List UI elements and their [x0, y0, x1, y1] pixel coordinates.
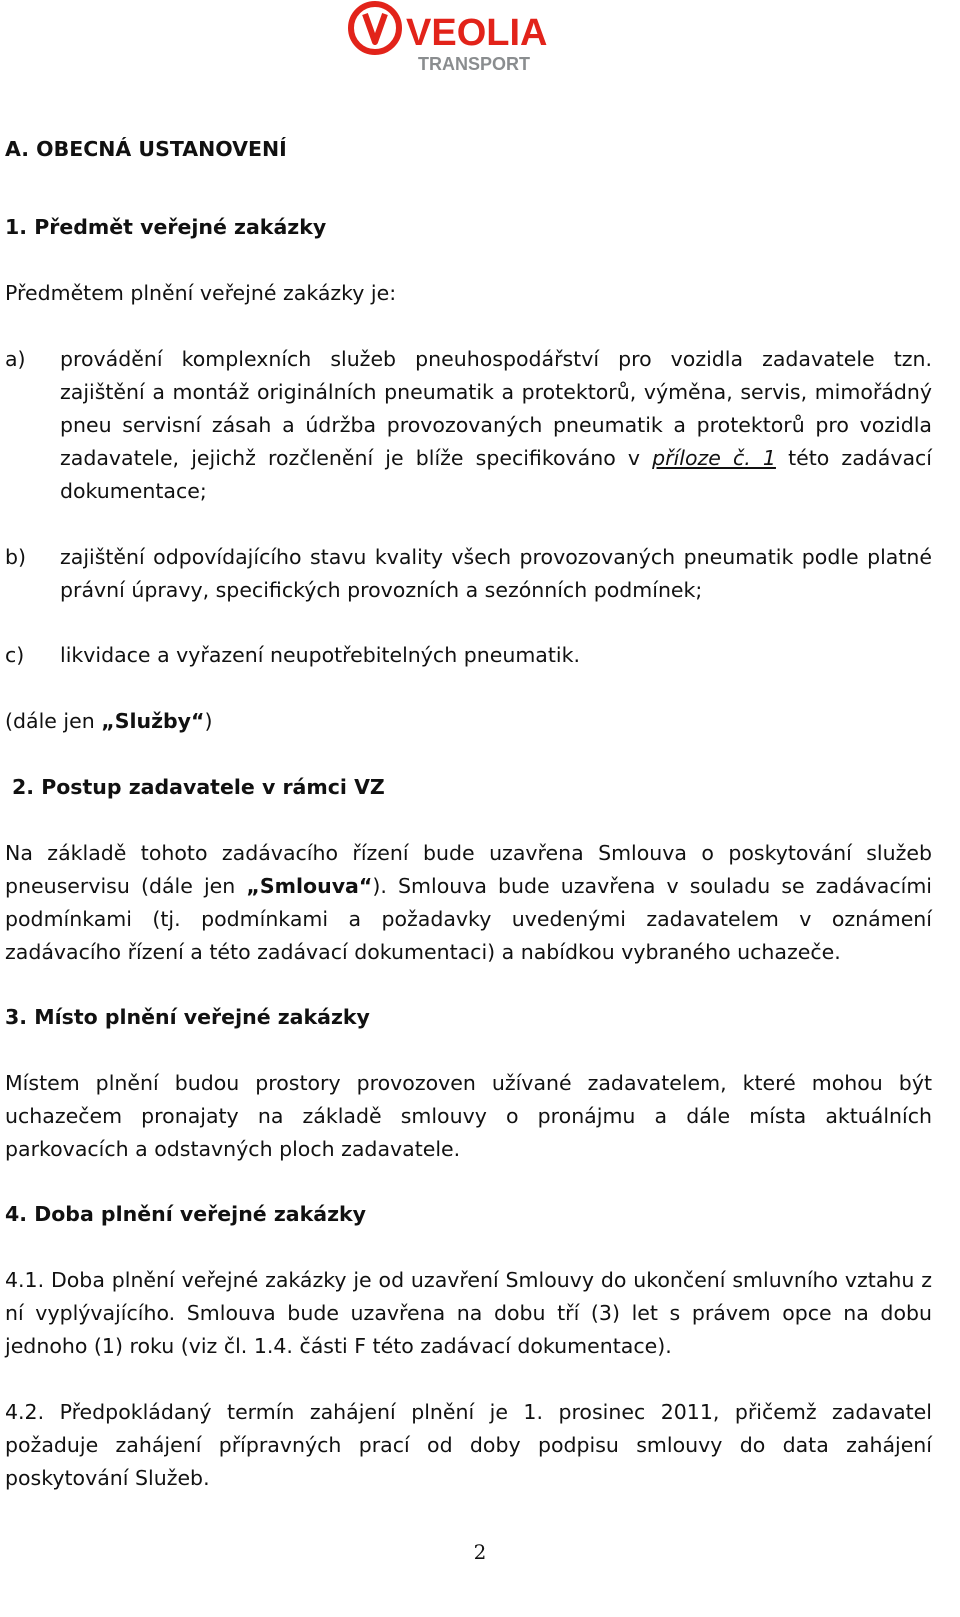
section-4-paragraph-1: 4.1. Doba plnění veřejné zakázky je od uzavření Smlouvy do ukončení smluvního vztahu z ní vyplývajícího. Smlouva bude uzavřena na dobu tří (3) let s právem opce na dobu jednoho (1) roku (viz čl. 1.4. části F této zadávací dokumentace).	[5, 1268, 932, 1358]
section-1-intro: Předmětem plnění veřejné zakázky je:	[5, 281, 397, 305]
appendix-1-link[interactable]: příloze č. 1	[652, 446, 776, 470]
services-definition: (dále jen „Služby“)	[5, 709, 213, 733]
section-3-heading: 3. Místo plnění veřejné zakázky	[5, 1005, 370, 1029]
defined-term: „Smlouva“	[246, 874, 373, 898]
defined-term: „Služby“	[101, 709, 205, 733]
section-4-paragraph-2: 4.2. Předpokládaný termín zahájení plnění je 1. prosinec 2011, přičemž zadavatel požaduje zahájení přípravných prací od doby podpisu smlouvy do data zahájení poskytování Služeb.	[5, 1400, 932, 1490]
page-number: 2	[473, 1540, 487, 1564]
list-marker: c)	[5, 643, 25, 667]
section-a-heading: A. OBECNÁ USTANOVENÍ	[5, 137, 287, 161]
list-item-c	[5, 639, 932, 672]
section-4-heading: 4. Doba plnění veřejné zakázky	[5, 1202, 366, 1226]
logo-main-text: VEOLIA	[406, 12, 548, 54]
list-marker: b)	[5, 545, 27, 569]
list-item-a	[5, 343, 932, 508]
logo-sub-text: TRANSPORT	[418, 54, 530, 74]
section-2-paragraph: Na základě tohoto zadávacího řízení bude uzavřena Smlouva o poskytování služeb pneuservisu (dále jen „Smlouva“). Smlouva bude uzavřena v souladu se zadávacími podmínkami (tj. podmínkami a požadavky uvedenými zadavatelem v oznámení zadávacího řízení a této zadávací dokumentaci) a nabídkou vybraného uchazeče.	[5, 841, 933, 964]
list-marker: a)	[5, 347, 26, 371]
section-2-heading: 2. Postup zadavatele v rámci VZ	[12, 775, 385, 799]
list-item-text: likvidace a vyřazení neupotřebitelných pneumatik.	[60, 643, 580, 667]
section-1-heading: 1. Předmět veřejné zakázky	[5, 215, 327, 239]
list-item-text: zajištění odpovídajícího stavu kvality všech provozovaných pneumatik podle platné právní úpravy, specifických provozních a sezónních podmínek;	[60, 545, 932, 602]
veolia-transport-logo	[344, 0, 584, 80]
list-item-text: provádění komplexních služeb pneuhospodářství pro vozidla zadavatele tzn. zajištění a montáž originálních pneumatik a protektorů, výměna, servis, mimořádný pneu servisní zásah a údržba provozovaných pneumatik a protektorů pro vozidla zadavatele, jejichž rozčlenění je blíže specifikováno v příloze č. 1 této zadávací dokumentace;	[60, 347, 932, 503]
section-3-paragraph: Místem plnění budou prostory provozoven užívané zadavatelem, které mohou být uchazečem pronajaty na základě smlouvy o pronájmu a dále místa aktuálních parkovacích a odstavných ploch zadavatele.	[5, 1071, 932, 1161]
list-item-b	[5, 541, 932, 607]
